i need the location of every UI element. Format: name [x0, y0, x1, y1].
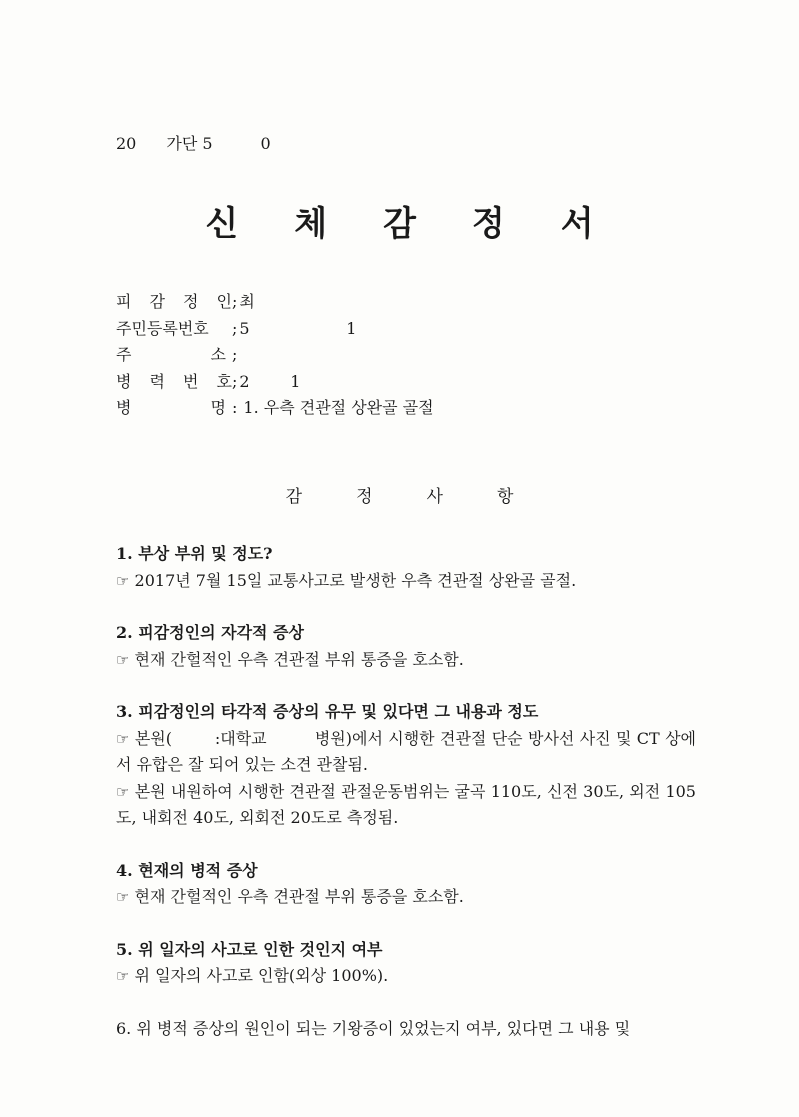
info-value: 2 1 — [239, 371, 301, 391]
section-heading: 감 정 사 항 — [285, 487, 514, 507]
assessment-item — [116, 541, 696, 594]
pointing-hand-icon: ☞ — [116, 782, 130, 801]
pointing-hand-icon: ☞ — [116, 571, 130, 590]
pointing-hand-icon: ☞ — [116, 650, 130, 669]
info-label: 병 력 번 호 — [116, 371, 232, 391]
title-char: 신 — [205, 204, 239, 244]
item-answer: ☞ 본원 내원하여 시행한 견관절 관절운동범위는 굴곡 110도, 신전 30도, 외전 105도, 내회전 40도, 외회전 20도로 측정됨. — [116, 781, 696, 827]
pointing-hand-icon: ☞ — [116, 967, 130, 985]
info-value — [237, 342, 239, 369]
assessment-item — [116, 699, 696, 832]
assessment-item — [116, 937, 696, 990]
info-label: 병 명 — [116, 398, 226, 417]
info-value: 5 1 — [239, 318, 357, 338]
info-row-address — [116, 342, 434, 369]
info-sep: : — [232, 398, 238, 417]
assessment-items — [116, 541, 696, 1068]
info-sep: ; — [232, 371, 238, 391]
patient-info — [116, 289, 434, 422]
assessment-item — [116, 1016, 696, 1043]
case-suffix: 0 — [260, 134, 271, 153]
info-sep: ; — [232, 292, 238, 311]
info-sep: ; — [232, 345, 238, 364]
item-question: 6. 위 병적 증상의 원인이 되는 기왕증이 있었는지 여부, 있다면 그 내용 및 — [116, 1018, 631, 1038]
info-row-diagnosis — [116, 395, 434, 422]
info-value: 1. 우측 견관절 상완골 골절 — [243, 398, 434, 417]
document-title — [0, 196, 799, 245]
item-answer: ☞ 위 일자의 사고로 인함(외상 100%). — [116, 966, 389, 985]
title-char: 감 — [383, 204, 416, 244]
assessment-item — [116, 858, 696, 911]
title-char: 서 — [560, 204, 594, 244]
item-question: 3. 피감정인의 타각적 증상의 유무 및 있다면 그 내용과 정도 — [116, 702, 539, 721]
info-row-examinee — [116, 289, 434, 316]
item-question: 5. 위 일자의 사고로 인한 것인지 여부 — [116, 939, 383, 959]
info-label: 주민등록번호 — [116, 318, 209, 338]
title-char: 체 — [294, 204, 328, 244]
info-row-resident-number — [116, 316, 434, 343]
item-answer: ☞ 본원( :대학교 병원)에서 시행한 견관절 단순 방사선 사진 및 CT 상에서 유합은 잘 되어 있는 소견 관찰됨. — [116, 728, 696, 774]
item-answer: ☞ 현재 간헐적인 우측 견관절 부위 통증을 호소함. — [116, 887, 464, 906]
info-label: 주 소 — [116, 345, 226, 364]
case-number — [116, 131, 271, 154]
item-answer: ☞ 2017년 7월 15일 교통사고로 발생한 우측 견관절 상완골 골절. — [116, 570, 577, 590]
pointing-hand-icon: ☞ — [116, 729, 130, 748]
item-question: 2. 피감정인의 자각적 증상 — [116, 623, 304, 642]
assessment-item — [116, 620, 696, 673]
info-label: 피 감 정 인 — [116, 292, 232, 311]
title-char: 정 — [471, 204, 505, 244]
item-question: 1. 부상 부위 및 정도? — [116, 544, 273, 563]
info-value: 최 — [239, 292, 255, 311]
item-answer: ☞ 현재 간헐적인 우측 견관절 부위 통증을 호소함. — [116, 649, 464, 669]
pointing-hand-icon: ☞ — [116, 888, 130, 906]
item-question: 4. 현재의 병적 증상 — [116, 860, 258, 880]
info-row-record-number — [116, 369, 434, 396]
case-year: 20 — [116, 134, 137, 153]
case-type: 가단 5 — [166, 134, 213, 153]
info-sep: ; — [232, 318, 238, 338]
